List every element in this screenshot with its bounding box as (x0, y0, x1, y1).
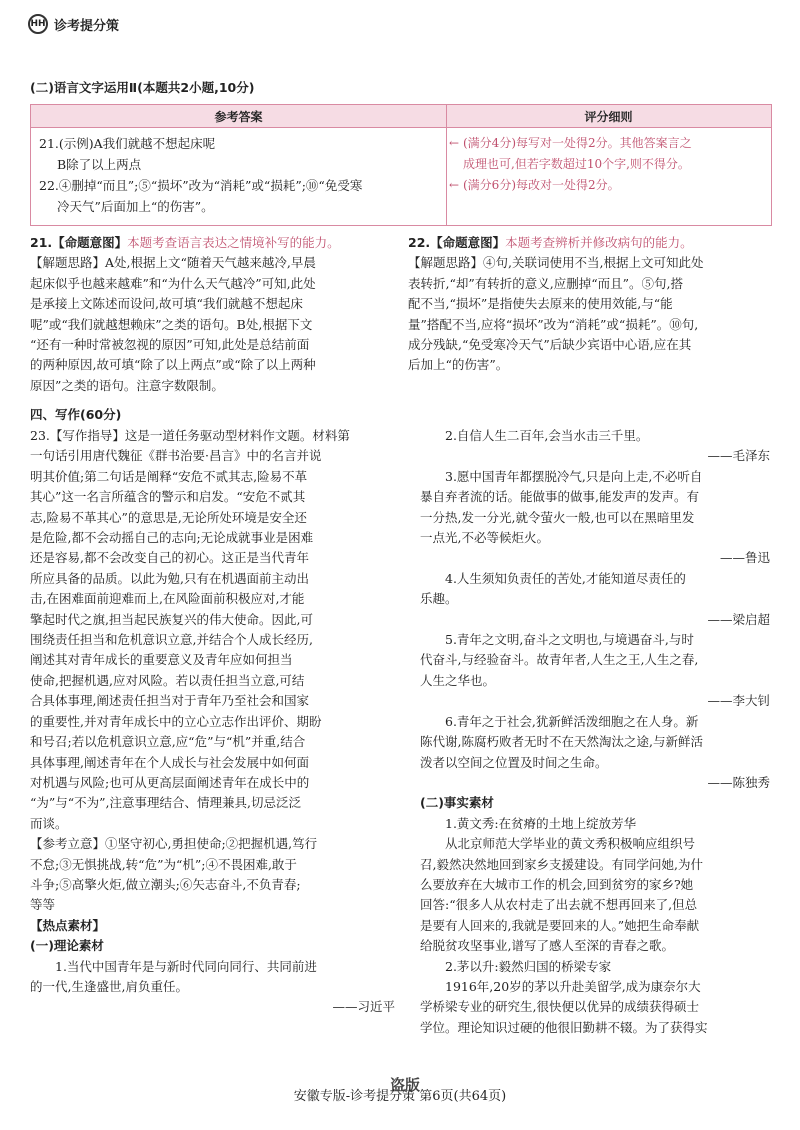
quote-1-b: 的一代,生逢盛世,肩负重任。 (30, 978, 188, 994)
author-5: ——李大钊 (707, 693, 770, 709)
quote-6-line: 陈代谢,陈腐朽败者无时不在天然淘汰之途,与新鲜活 (420, 734, 703, 750)
fact-1-line: 召,毅然决然地回到家乡支援建设。有同学问她,为什 (420, 856, 703, 872)
q23-line: 围绕责任担当和危机意识立意,并结合个人成长经历, (30, 632, 313, 648)
q21-line: 起床似乎也越来越难”和“为什么天气越冷”可知,此处 (30, 275, 316, 291)
watermark-stamp: 盗版 (390, 1076, 421, 1094)
fact-2-line: 学位。理论知识过硬的他很旧勤耕不辍。为了获得实 (420, 1019, 708, 1035)
quote-5-line: 代奋斗,与经验奋斗。故青年者,人生之王,人生之春, (420, 652, 699, 668)
q23-line: 明其价值;第二句话是阐释“安危不贰其志,险易不革 (30, 468, 308, 484)
q21-line: “还有一种时常被忽视的原因”可知,此处是总结前面 (30, 337, 310, 353)
q23-line: 所应具备的品质。以此为勉,只有在机遇面前主动出 (30, 570, 309, 586)
header-title: 诊考提分策 (54, 18, 120, 34)
author-6: ——陈独秀 (707, 774, 770, 790)
answer-21-b: B除了以上两点 (57, 157, 142, 172)
q22-intent: 本题考查辨析并修改病句的能力。 (505, 235, 693, 250)
q22-line: 后加上“的伤害”。 (408, 357, 509, 373)
q22-block (408, 233, 770, 376)
hot-material-title: 【热点素材】 (30, 917, 106, 933)
brand-logo-icon: HH (28, 14, 48, 34)
q22-line: 【解题思路】④句,关联词使用不当,根据上文可知此处 (408, 255, 704, 271)
answer-22-a: 22.④删掉“而且”;⑤“损坏”改为“消耗”或“损耗”;⑩“免受寒 (39, 178, 363, 193)
page-footer: 安徽专版-诊考提分策 第6页(共64页) (293, 1089, 507, 1104)
col-scoring-rules: 评分细则 (584, 110, 633, 124)
q21-line: 的两种原因,故可填“除了以上两点”或“除了以上两种 (30, 357, 316, 373)
rule-21-b: 成理也可,但若字数超过10个字,则不得分。 (463, 157, 690, 171)
quote-5-line: 5.青年之文明,奋斗之文明也,与境遇奋斗,与时 (445, 632, 694, 648)
q23-line: 的重要性,并对青年成长中的立心立志作出评价、期盼 (30, 713, 322, 729)
q23-line: 而谈。 (30, 815, 68, 831)
arrow-icon: ← (449, 178, 460, 192)
rules-cell (463, 133, 763, 196)
rule-21-a: (满分4分)每写对一处得2分。其他答案言之 (463, 136, 692, 150)
section-4-title: 四、写作(60分) (30, 407, 122, 422)
fact-1-line: 回答:“很多人从农村走了出去就不想再回来了,但总 (420, 897, 698, 913)
theory-material-title: (一)理论素材 (30, 938, 104, 954)
quote-4-line: 乐趣。 (420, 591, 458, 607)
q22-line: 配不当,“损坏”是指使失去原来的使用效能,与“能 (408, 296, 673, 312)
q23-line: 23.【写作指导】这是一道任务驱动型材料作文题。材料第 (30, 428, 350, 443)
quote-6-line: 6.青年之于社会,犹新鲜活泼细胞之在人身。新 (445, 713, 699, 729)
quote-1-a: 1.当代中国青年是与新时代同向同行、共同前进 (55, 958, 317, 974)
q23-line: 和号召;若以危机意识立意,应“危”与“机”并重,结合 (30, 734, 306, 750)
q23-line: 志,险易不革其心”的意思是,无论所处环境是安全还 (30, 509, 307, 525)
fact-2-title: 2.茅以升:毅然归国的桥梁专家 (445, 958, 612, 974)
q21-block (30, 233, 395, 396)
answer-cell (39, 133, 439, 217)
q22-head: 22.【命题意图】 (408, 235, 506, 250)
quote-3-line: 一点光,不必等候炬火。 (420, 530, 549, 546)
author-1: ——习近平 (332, 999, 395, 1015)
q23-line: 使命,把握机遇,应对风险。若以责任担当立意,可结 (30, 672, 305, 688)
page-header (28, 12, 119, 36)
answer-21-a: 21.(示例)A我们就越不想起床呢 (39, 136, 216, 151)
q21-line: 【解题思路】A处,根据上文“随着天气越来越冷,早晨 (30, 255, 316, 271)
q23-line: 阐述其对青年成长的重要意义及青年应如何担当 (30, 652, 293, 668)
quote-3-line: 一分热,发一分光,就令萤火一般,也可以在黑暗里发 (420, 509, 695, 525)
ref-line: 斗争;⑤高擎火炬,做立潮头;⑥矢志奋斗,不负青春; (30, 876, 301, 892)
q22-line: 量”搭配不当,应将“损坏”改为“消耗”或“损耗”。⑩句, (408, 316, 699, 332)
fact-2-line: 1916年,20岁的茅以升赴美留学,成为康奈尔大 (445, 978, 701, 994)
fact-1-line: 是要有人回来的,我就是要回来的人。”她把生命奉献 (420, 917, 700, 933)
answer-table (30, 104, 772, 226)
quote-6-line: 泼者以空间之位置及时间之生命。 (420, 754, 608, 770)
q23-line: 具体事理,阐述青年在个人成长与社会发展中如何面 (30, 754, 309, 770)
q23-line: 一句话引用唐代魏征《群书治要·昌言》中的名言并说 (30, 448, 322, 464)
arrow-icon: ← (449, 136, 460, 150)
fact-2-line: 学桥梁专业的研究生,很快便以优异的成绩获得硕士 (420, 999, 699, 1015)
q23-line: 击,在困难面前迎难而上,在风险面前积极应对,才能 (30, 591, 305, 607)
fact-1-title: 1.黄文秀:在贫瘠的土地上绽放芳华 (445, 815, 637, 831)
q21-line: 是承接上文陈述而设问,故可填“我们就越不想起床 (30, 296, 303, 312)
q21-line: 呢”或“我们就越想赖床”之类的语句。B处,根据下文 (30, 316, 313, 332)
q21-line: 原因”之类的语句。注意字数限制。 (30, 377, 224, 393)
fact-1-line: 从北京师范大学毕业的黄文秀积极响应组织号 (445, 836, 696, 852)
right-column (420, 426, 770, 1038)
fact-1-line: 么要放弃在大城市工作的机会,回到贫穷的家乡?她 (420, 876, 694, 892)
q23-line: 其心”这一名言所蕴含的警示和启发。“安危不贰其 (30, 489, 306, 505)
quote-3-line: 暴自弃者流的话。能做事的做事,能发声的发声。有 (420, 489, 699, 505)
q23-line: 还是容易,都不会改变自己的初心。这正是当代青年 (30, 550, 309, 566)
answer-22-b: 冷天气”后面加上“的伤害”。 (57, 199, 214, 214)
fact-1-line: 给脱贫攻坚事业,谱写了感人至深的青春之歌。 (420, 938, 674, 954)
quote-3-line: 3.愿中国青年都摆脱冷气,只是向上走,不必听自 (445, 468, 703, 484)
q23-block (30, 426, 395, 1018)
q23-line: 擎起时代之旗,担当起民族复兴的伟大使命。因此,可 (30, 611, 313, 627)
q21-head: 21.【命题意图】 (30, 235, 128, 250)
quote-2: 2.自信人生二百年,会当水击三千里。 (445, 428, 649, 443)
author-3: ——鲁迅 (719, 550, 770, 566)
table-divider (446, 105, 447, 225)
q22-line: 成分残缺,“免受寒冷天气”后缺少宾语中心语,应在其 (408, 337, 692, 353)
ref-line: 【参考立意】①坚守初心,勇担使命;②把握机遇,笃行 (30, 836, 318, 852)
author-2: ——毛泽东 (707, 448, 770, 464)
author-4: ——梁启超 (707, 611, 770, 627)
q22-line: 表转折,“却”有转折的意义,应删掉“而且”。⑤句,搭 (408, 275, 683, 291)
rule-22: (满分6分)每改对一处得2分。 (463, 178, 620, 192)
q21-intent: 本题考查语言表达之情境补写的能力。 (127, 235, 340, 250)
quote-5-line: 人生之华也。 (420, 672, 496, 688)
ref-line: 等等 (30, 897, 56, 913)
q23-line: 合具体事理,阐述责任担当对于青年乃至社会和国家 (30, 693, 309, 709)
col-reference-answer: 参考答案 (214, 110, 263, 124)
q23-line: “为”与“不为”,注意事理结合、情理兼具,切忌泛泛 (30, 795, 302, 811)
quote-4-line: 4.人生须知负责任的苦处,才能知道尽责任的 (445, 570, 686, 586)
answer-table-header (31, 105, 771, 128)
q23-line: 是危险,都不会动摇自己的志向;无论成就事业是困难 (30, 530, 314, 546)
fact-material-title: (二)事实素材 (420, 795, 494, 811)
q23-line: 对机遇与风险;也可从更高层面阐述青年在成长中的 (30, 774, 310, 790)
ref-line: 不怠;③无惧挑战,转“危”为“机”;④不畏困难,敢于 (30, 856, 297, 872)
section-2-title: (二)语言文字运用Ⅱ(本题共2小题,10分) (30, 80, 255, 95)
